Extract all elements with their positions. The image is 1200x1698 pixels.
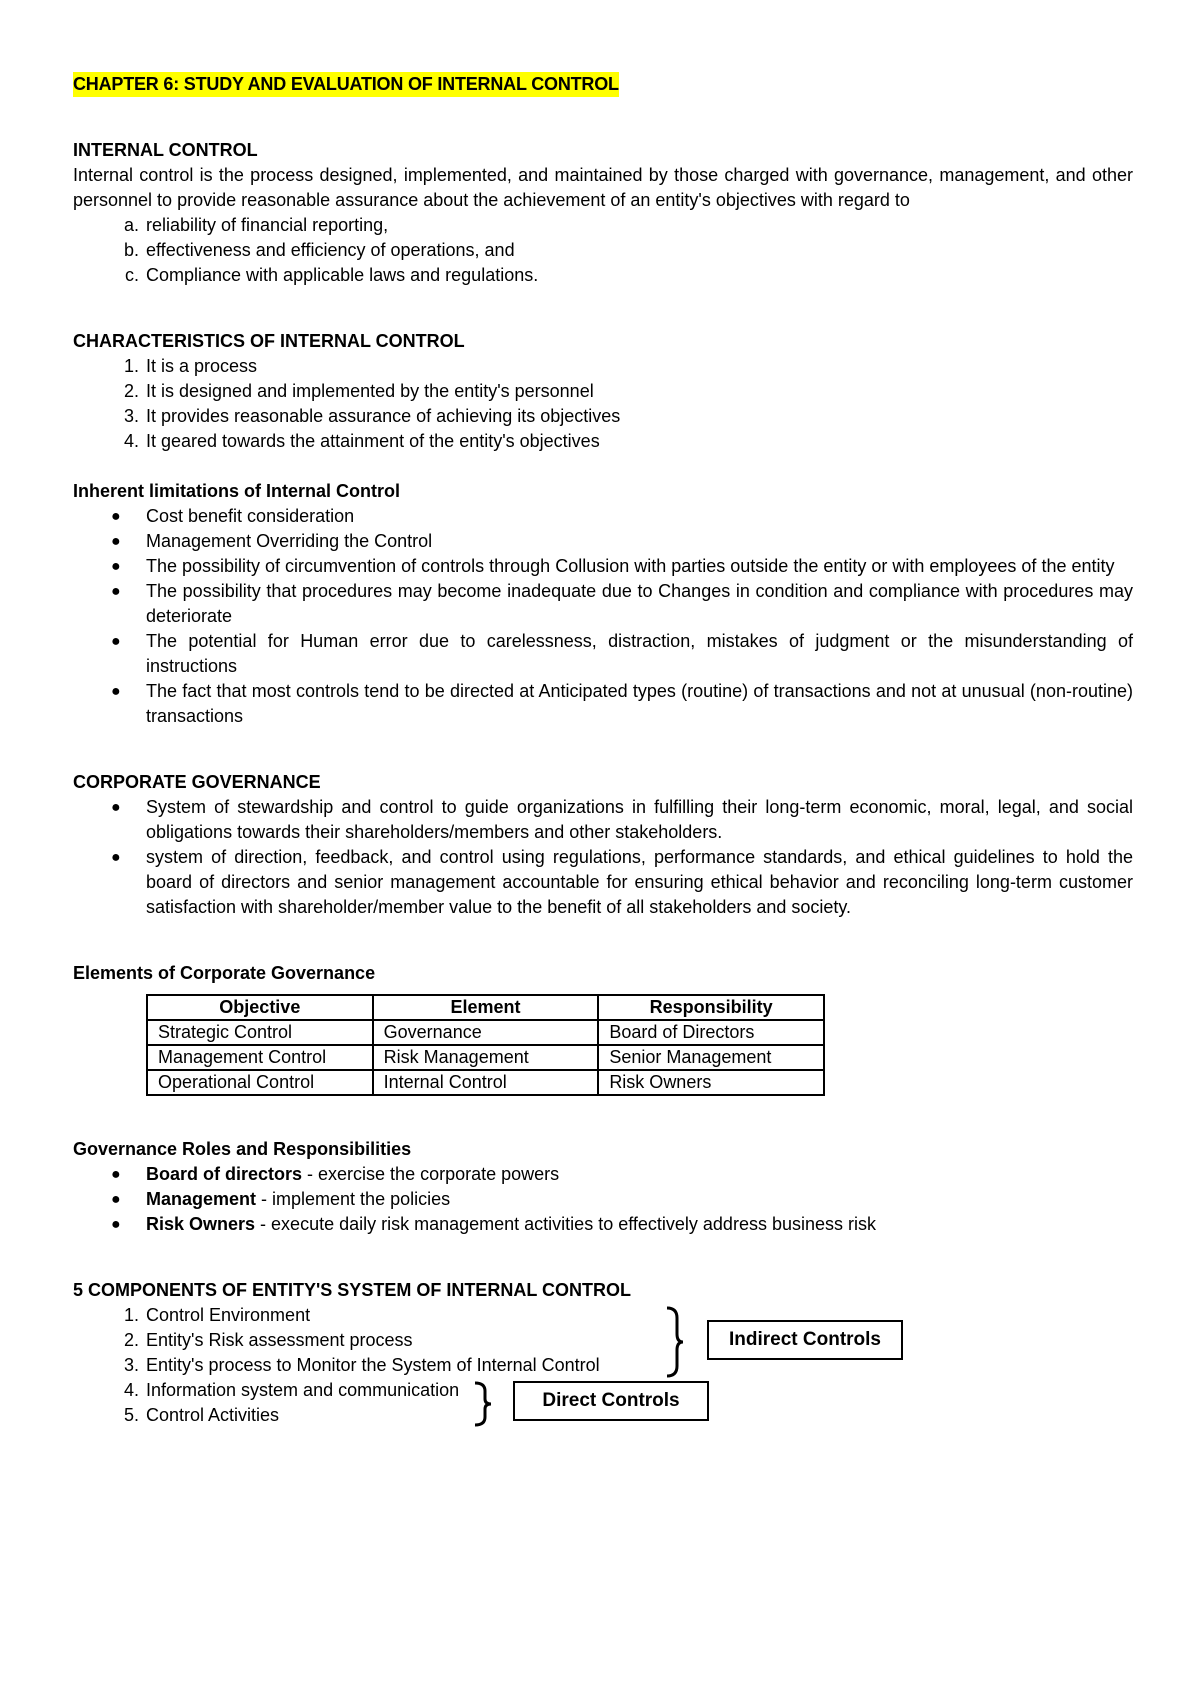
bullet-icon: ●	[111, 799, 121, 816]
table-cell: Risk Management	[373, 1045, 599, 1070]
section-roles	[73, 1137, 1133, 1237]
characteristics-heading: CHARACTERISTICS OF INTERNAL CONTROL	[73, 331, 465, 351]
list-item: ● The fact that most controls tend to be directed at Anticipated types (routine) of transactions and not at unusual (non-routine) transactions	[111, 681, 1133, 726]
list-item: 5. Control Activities	[123, 1405, 280, 1425]
elements-table	[146, 994, 825, 1096]
table-row	[147, 1045, 824, 1070]
list-item: ● The potential for Human error due to carelessness, distraction, mistakes of judgment or the misunderstanding of instructions	[111, 631, 1133, 676]
list-item: ● The possibility that procedures may become inadequate due to Changes in condition and compliance with procedures may deteriorate	[111, 581, 1133, 626]
bullet-icon: ●	[111, 508, 121, 525]
chapter-title: CHAPTER 6: STUDY AND EVALUATION OF INTERNAL CONTROL	[73, 72, 619, 97]
column-header: Responsibility	[598, 995, 824, 1020]
list-item: ● Board of directors - exercise the corporate powers	[73, 1162, 1133, 1187]
table-cell: Internal Control	[373, 1070, 599, 1095]
bullet-icon: ●	[111, 1216, 121, 1233]
list-item: ● System of stewardship and control to guide organizations in fulfilling their long-term economic, moral, legal, and social obligations towards their shareholders/members and other stakeholders.	[111, 797, 1133, 842]
list-item: ● system of direction, feedback, and control using regulations, performance standards, and ethical guidelines to hold the board of directors and senior management accountable for ensuring ethical behavior and reconciling long-term customer satisfaction with shareholder/member value to the benefit of all stakeholders and society.	[111, 847, 1133, 917]
list-item: 3. Entity's process to Monitor the System of Internal Control	[123, 1355, 600, 1375]
table-header-row	[147, 995, 824, 1020]
bullet-icon: ●	[111, 1191, 121, 1208]
bullet-icon: ●	[111, 583, 121, 600]
bullet-icon: ●	[111, 533, 121, 550]
section-components	[73, 1278, 1133, 1428]
section-characteristics	[73, 329, 1133, 454]
list-item: 2. It is designed and implemented by the entity's personnel	[123, 381, 594, 401]
limitations-heading: Inherent limitations of Internal Control	[73, 481, 401, 501]
column-header: Objective	[147, 995, 373, 1020]
table-cell: Governance	[373, 1020, 599, 1045]
table-cell: Management Control	[147, 1045, 373, 1070]
list-item: ● The possibility of circumvention of controls through Collusion with parties outside the entity or with employees of the entity	[73, 554, 1133, 579]
corporate-governance-heading: CORPORATE GOVERNANCE	[73, 772, 321, 792]
list-item: 1. It is a process	[123, 356, 258, 376]
section-elements	[73, 961, 1133, 1096]
bullet-icon: ●	[111, 849, 121, 866]
internal-control-objectives-list	[73, 213, 1133, 288]
list-item: 3. It provides reasonable assurance of achieving its objectives	[123, 406, 621, 426]
direct-controls-box: Direct Controls	[513, 1381, 709, 1421]
list-item: 4. Information system and communication	[123, 1380, 460, 1400]
table-cell: Risk Owners	[598, 1070, 824, 1095]
section-internal-control	[73, 138, 1133, 288]
bullet-icon: ●	[111, 633, 121, 650]
list-item: b. effectiveness and efficiency of operations, and	[123, 240, 515, 260]
table-row	[147, 1020, 824, 1045]
list-item: ● Risk Owners - execute daily risk management activities to effectively address business risk	[73, 1212, 1133, 1237]
indirect-controls-box: Indirect Controls	[707, 1320, 903, 1360]
list-item: c. Compliance with applicable laws and regulations.	[124, 265, 539, 285]
direct-brace-icon	[473, 1381, 493, 1427]
list-item: 1. Control Environment	[123, 1305, 311, 1325]
bullet-icon: ●	[111, 1166, 121, 1183]
table-cell: Strategic Control	[147, 1020, 373, 1045]
characteristics-list	[73, 354, 1133, 454]
section-corporate-governance	[73, 770, 1133, 920]
indirect-brace-icon	[665, 1306, 685, 1378]
roles-list	[73, 1162, 1133, 1237]
table-cell: Operational Control	[147, 1070, 373, 1095]
list-item: ● Management Overriding the Control	[73, 529, 1133, 554]
bullet-icon: ●	[111, 683, 121, 700]
internal-control-definition: Internal control is the process designed, implemented, and maintained by those charged with governance, management, and other personnel to provide reasonable assurance about the achievement of an entity's objectives with regard to	[73, 165, 1133, 210]
list-item: ● Management - implement the policies	[73, 1187, 1133, 1212]
internal-control-heading: INTERNAL CONTROL	[73, 140, 258, 160]
bullet-icon: ●	[111, 558, 121, 575]
list-item: 4. It geared towards the attainment of the entity's objectives	[123, 431, 600, 451]
components-heading: 5 COMPONENTS OF ENTITY'S SYSTEM OF INTERNAL CONTROL	[73, 1280, 631, 1300]
section-limitations	[73, 479, 1133, 729]
column-header: Element	[373, 995, 599, 1020]
table-cell: Board of Directors	[598, 1020, 824, 1045]
limitations-list	[73, 504, 1133, 729]
list-item: a. reliability of financial reporting,	[123, 215, 389, 235]
table-cell: Senior Management	[598, 1045, 824, 1070]
document-page	[73, 72, 1133, 1428]
elements-heading: Elements of Corporate Governance	[73, 963, 376, 983]
corporate-governance-list	[73, 795, 1133, 920]
list-item: ● Cost benefit consideration	[73, 504, 1133, 529]
list-item: 2. Entity's Risk assessment process	[123, 1330, 413, 1350]
table-row	[147, 1070, 824, 1095]
roles-heading: Governance Roles and Responsibilities	[73, 1139, 412, 1159]
